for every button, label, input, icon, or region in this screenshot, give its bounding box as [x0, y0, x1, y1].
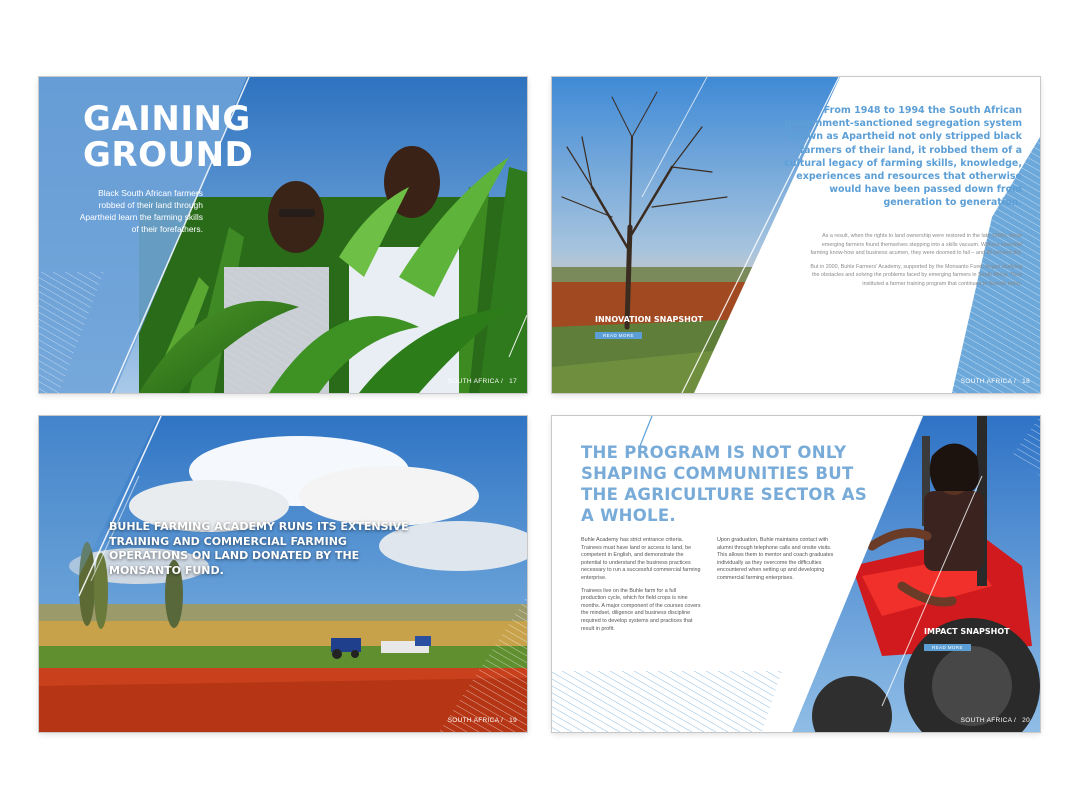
footer-label: SOUTH AFRICA / — [447, 717, 504, 724]
page-subtitle: Black South African farmers robbed of their land through Apartheid learn the farming skills of their forefathers. — [79, 188, 203, 234]
brochure-page-program-impact — [552, 416, 1040, 732]
body-paragraph-1: As a result, when the rights to land ownership were restored in the late 1990s, black emerging farmers found themselves stepping into a skills vacuum. Without essential farming know-how and business acumen, they were doomed to fail – and 90 percent did. — [810, 233, 1022, 257]
title-line-2: GROUND — [83, 135, 254, 175]
snapshot-title: INNOVATION SNAPSHOT — [595, 315, 704, 324]
title-line-1: GAINING — [83, 99, 251, 139]
brochure-page-apartheid — [552, 77, 1040, 393]
page-number: 18 — [1022, 378, 1030, 385]
footer-label: SOUTH AFRICA / — [960, 378, 1017, 385]
read-more-button[interactable]: READ MORE — [595, 332, 642, 339]
snapshot-title: IMPACT SNAPSHOT — [924, 627, 1010, 636]
page-footer — [961, 717, 1030, 724]
page-footer — [448, 378, 517, 385]
section-heading: THE PROGRAM IS NOT ONLY SHAPING COMMUNITIES BUT THE AGRICULTURE SECTOR AS A WHOLE. — [581, 443, 868, 525]
page-footer — [961, 378, 1030, 385]
page-title — [83, 101, 253, 173]
body-paragraph-2: But in 2000, Buhle Farmers' Academy, supported by the Monsanto Fund, began studying the obstacles and solving the problems faced by emerging farmers in South Africa. They instituted a farmer training program that continues to flourish today. — [810, 263, 1022, 287]
column-1-paragraph-1: Buhle Academy has strict entrance criteria. Trainees must have land or access to land, be competent in English, and demonstrate the potential to understand the business practices necessary to run a successful commercial farming enterprise. — [581, 537, 701, 581]
footer-label: SOUTH AFRICA / — [447, 378, 504, 385]
footer-label: SOUTH AFRICA / — [960, 717, 1017, 724]
column-2-paragraph-1: Upon graduation, Buhle maintains contact with alumni through telephone calls and onsite visits. This allows them to mentor and coach graduates individually as they overcome the difficulties encountered when setting up and developing commercial farming enterprises. — [717, 537, 834, 581]
body-column-2 — [717, 537, 837, 588]
body-column-1 — [581, 537, 701, 638]
brochure-page-gaining-ground — [39, 77, 527, 393]
pull-quote: BUHLE FARMING ACADEMY RUNS ITS EXTENSIVE TRAINING AND COMMERCIAL FARMING OPERATIONS ON LAND DONATED BY THE MONSANTO FUND. — [109, 520, 409, 577]
brochure-page-academy-land — [39, 416, 527, 732]
impact-snapshot — [924, 627, 1010, 654]
lead-paragraph: From 1948 to 1994 the South African government-sanctioned segregation system known as Apartheid not only stripped black farmers of their land, it robbed them of a cultural legacy of farming skills, knowledge, experiences and resources that otherwise would have been passed down from generation to generation. — [784, 105, 1022, 209]
page-number: 20 — [1022, 717, 1030, 724]
read-more-button[interactable]: READ MORE — [924, 644, 971, 651]
innovation-snapshot — [595, 315, 703, 342]
body-text — [807, 232, 1022, 294]
page-number: 17 — [509, 378, 517, 385]
page-number: 19 — [509, 717, 517, 724]
column-1-paragraph-2: Trainees live on the Buhle farm for a full production cycle, which for field crops is nine months. A major component of the courses covers the mindset, diligence and business discipline required to develop systems and practices that result in profit. — [581, 587, 701, 632]
page-footer — [448, 717, 517, 724]
